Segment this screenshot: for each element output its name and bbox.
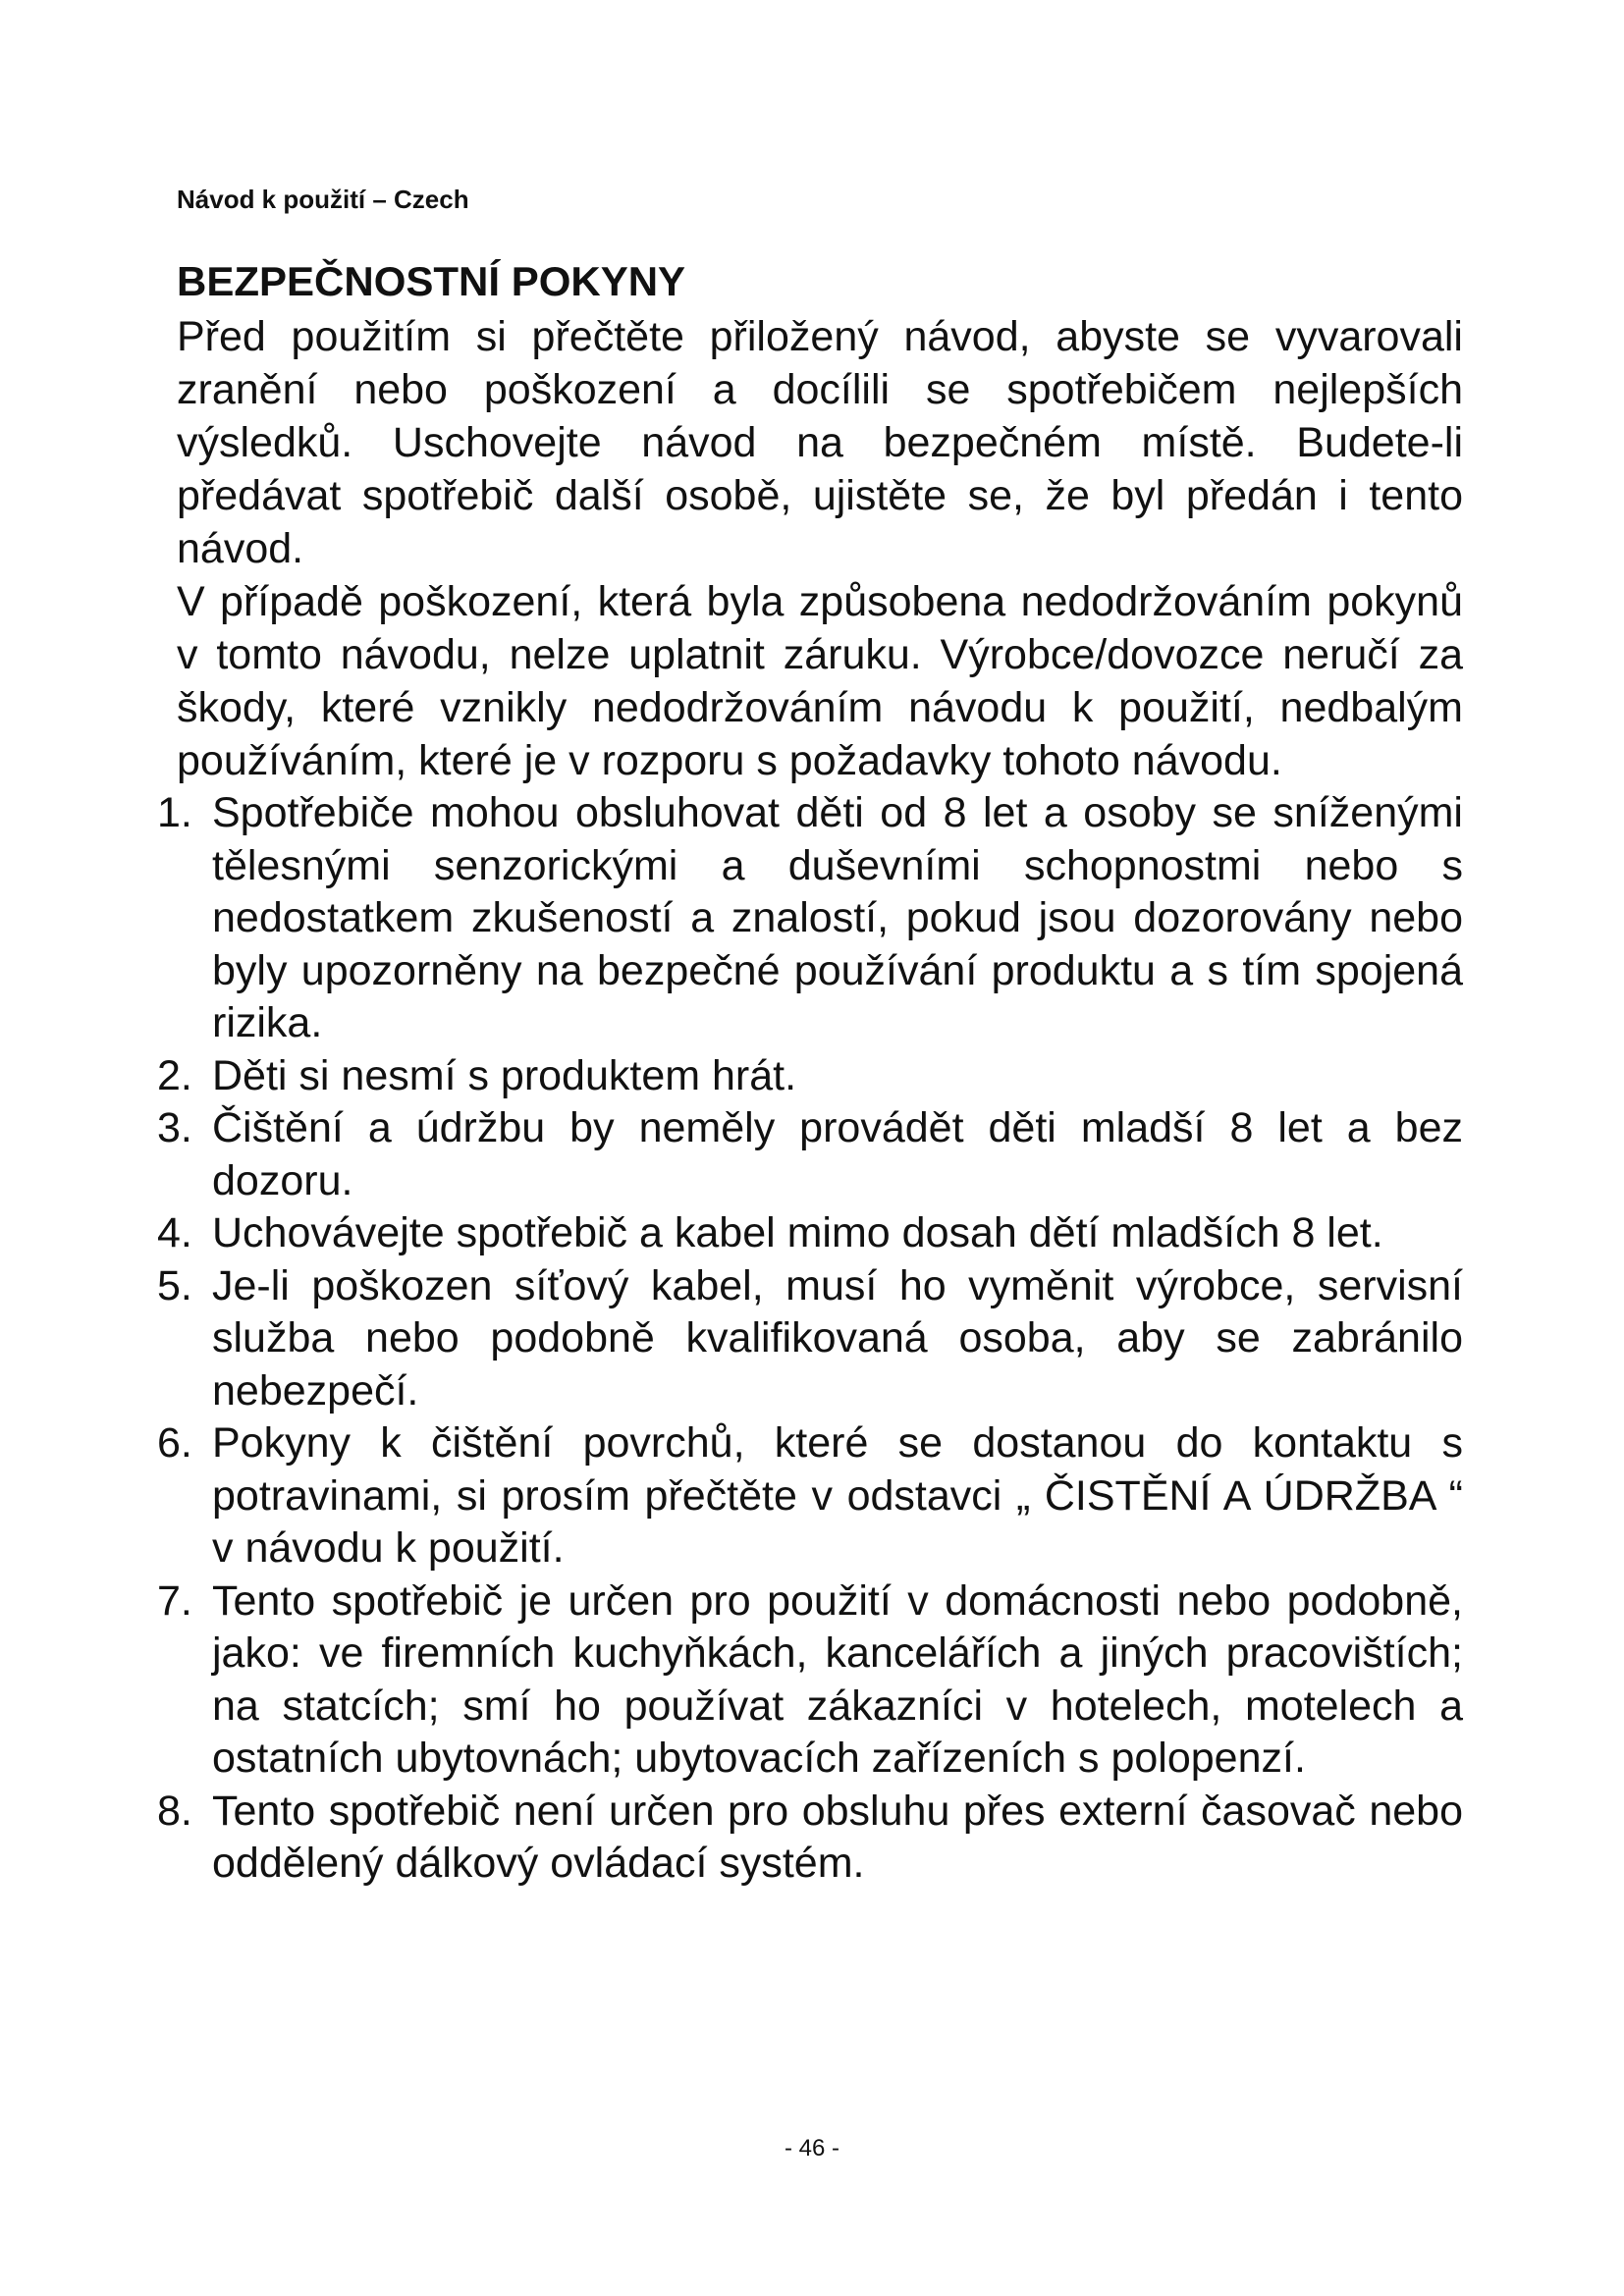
safety-section <box>157 257 1463 1891</box>
page-header: Návod k použití – Czech <box>177 185 469 214</box>
list-item <box>157 787 1463 1050</box>
list-item-number: 8. <box>157 1787 192 1835</box>
list-item-number: 4. <box>157 1209 192 1256</box>
intro-paragraph: Před použitím si přečtěte přiložený návod, abyste se vyvarovali zranění nebo poškození a docílili se spotřebičem nejlepších výsledků. Uschovejte návod na bezpečném místě. Budete-li předávat spotřebič další osobě, ujistěte se, že byl předán i tento návod. <box>177 313 1463 572</box>
list-item-number: 1. <box>157 789 192 836</box>
list-item-number: 7. <box>157 1576 192 1625</box>
list-item-text: Tento spotřebič je určen pro použití v domácnosti nebo podobně, jako: ve firemních kuchyňkách, kancelářích a jiných pracovištích; na statcích; smí ho používat zákazníci v hotelech, motelech a ostatních ubytovnách; ubytovacích zařízeních s polopenzí. <box>212 1576 1463 1782</box>
list-item-number: 3. <box>157 1104 192 1151</box>
list-item <box>157 1260 1463 1418</box>
list-item <box>157 1102 1463 1207</box>
list-item <box>157 1786 1463 1891</box>
list-item-text: Je-li poškozen síťový kabel, musí ho vyměnit výrobce, servisní služba nebo podobně kvalifikovaná osoba, aby se zabránilo nebezpečí. <box>212 1261 1463 1415</box>
list-item-number: 5. <box>157 1261 192 1309</box>
list-item-number: 2. <box>157 1051 192 1099</box>
list-item-text: Tento spotřebič není určen pro obsluhu přes externí časovač nebo oddělený dálkový ovládací systém. <box>212 1787 1463 1887</box>
page-number: - 46 - <box>784 2135 839 2162</box>
list-item <box>157 1207 1463 1260</box>
list-item <box>157 1050 1463 1103</box>
list-item-text: Čištění a údržbu by neměly provádět děti mladší 8 let a bez dozoru. <box>212 1104 1463 1204</box>
list-item-text: Spotřebiče mohou obsluhovat děti od 8 let a osoby se sníženými tělesnými senzorickými a duševními schopnostmi nebo s nedostatkem zkušeností a znalostí, pokud jsou dozorovány nebo byly upozorněny na bezpečné používání produktu a s tím spojená rizika. <box>212 789 1463 1046</box>
list-item-text: Pokyny k čištění povrchů, které se dostanou do kontaktu s potravinami, si prosím přečtěte v odstavci „ ČISTĚNÍ A ÚDRŽBA “ v návodu k použití. <box>212 1419 1463 1572</box>
safety-instructions-list <box>157 787 1463 1891</box>
list-item-text: Uchovávejte spotřebič a kabel mimo dosah dětí mladších 8 let. <box>212 1209 1383 1256</box>
list-item <box>157 1575 1463 1786</box>
list-item-number: 6. <box>157 1419 192 1467</box>
list-item <box>157 1417 1463 1575</box>
section-heading: BEZPEČNOSTNÍ POKYNY <box>177 258 686 304</box>
warranty-paragraph: V případě poškození, která byla způsobena nedodržováním pokynů v tomto návodu, nelze uplatnit záruku. Výrobce/dovozce neručí za škody, které vznikly nedodržováním návodu k použití, nedbalým používáním, které je v rozporu s požadavky tohoto návodu. <box>177 578 1463 784</box>
list-item-text: Děti si nesmí s produktem hrát. <box>212 1051 797 1099</box>
